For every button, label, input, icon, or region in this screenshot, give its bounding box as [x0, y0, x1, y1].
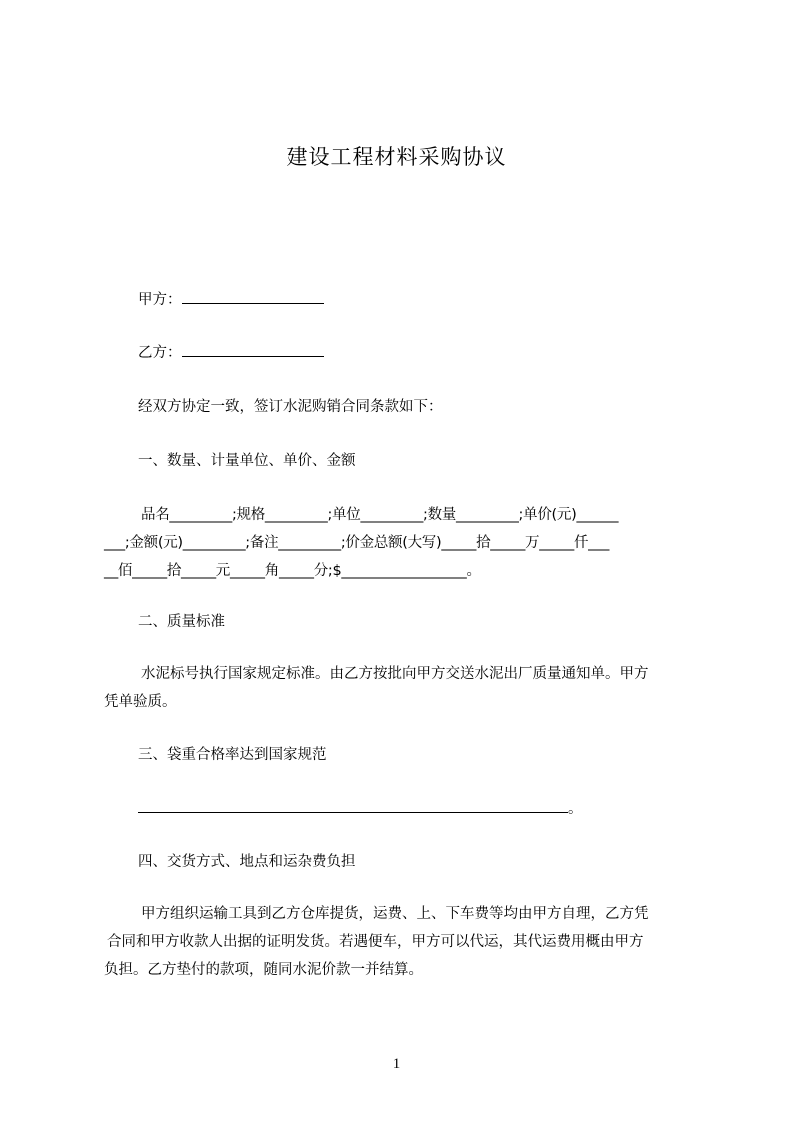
section1-heading: 一、数量、计量单位、单价、金额 — [138, 453, 356, 469]
party-b-blank[interactable] — [182, 343, 324, 357]
party-a-blank[interactable] — [182, 290, 324, 304]
intro-text: 经双方协定一致，签订水泥购销合同条款如下： — [138, 399, 443, 415]
section4-heading: 四、交货方式、地点和运杂费负担 — [138, 854, 356, 870]
section3-blank[interactable] — [138, 799, 568, 813]
party-b-line — [138, 343, 324, 363]
page-number: 1 — [392, 1056, 401, 1072]
section3-end-mark: 。 — [568, 801, 583, 817]
section3-fill-line — [138, 799, 583, 819]
section4-line-2: 合同和甲方收款人出据的证明发货。若遇便车，甲方可以代运，其代运费用概由甲方 — [107, 934, 644, 950]
section2-heading: 二、质量标准 — [138, 614, 225, 630]
section4-line-1: 甲方组织运输工具到乙方仓库提货，运费、上、下车费等均由甲方自理，乙方凭 — [141, 906, 649, 922]
party-a-label: 甲方： — [138, 292, 182, 308]
party-b-label: 乙方： — [138, 345, 182, 361]
section1-line-2: ___;金额(元)_________;备注_________;价金总额(大写)_____拾_____万_____仟___ — [104, 535, 610, 551]
section4-line-3: 负担。乙方垫付的款项，随同水泥价款一并结算。 — [104, 962, 423, 978]
section3-heading: 三、袋重合格率达到国家规范 — [138, 747, 327, 763]
document-title: 建设工程材料采购协议 — [286, 145, 507, 169]
section2-line-2: 凭单验质。 — [104, 694, 177, 710]
section2-line-1: 水泥标号执行国家规定标准。由乙方按批向甲方交送水泥出厂质量通知单。甲方 — [141, 666, 649, 682]
section1-line-3: __佰_____拾_____元_____角_____分;$__________________。 — [104, 563, 481, 579]
party-a-line — [138, 290, 324, 310]
section1-line-1: 品名_________;规格_________;单位_________;数量_________;单价(元)______ — [141, 507, 619, 523]
